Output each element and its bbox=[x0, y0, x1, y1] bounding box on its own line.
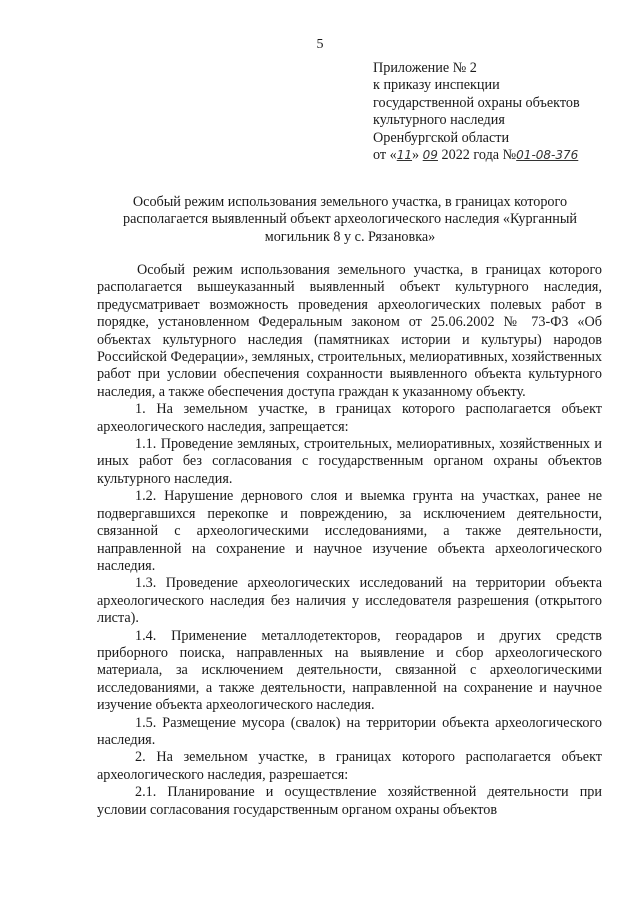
appendix-line-1: Приложение № 2 bbox=[373, 60, 477, 76]
paragraph-1-1: 1.1. Проведение земляных, строительных, мелиоративных, хозяйственных и иных работ без согласования с государственным органом охраны объектов культурного наследия. bbox=[97, 436, 602, 487]
paragraph-1-2: 1.2. Нарушение дернового слоя и выемка грунта на участках, ранее не подвергавшихся перекопке и повреждению, за исключением деятельности, связанной с археологическими исследованиями, а также деятельности, направленной на сохранение и научное изучение объекта археологического наследия. bbox=[97, 488, 602, 574]
appendix-line-2: к приказу инспекции bbox=[373, 77, 500, 94]
paragraph-1-5: 1.5. Размещение мусора (свалок) на территории объекта археологического наследия. bbox=[97, 714, 602, 748]
intro-paragraph: Особый режим использования земельного участка, в границах которого располагается вышеуказанный выявленный объект культурного наследия, предусматривает возможность проведения археологических полевых работ в порядке, установленном Федеральным законом от 25.06.2002 № 73-ФЗ «Об объектах культурного наследия (памятниках истории и культуры) народов Российской Федерации», земляных, строительных, мелиоративных, хозяйственных работ при условии обеспечения сохранности выявленного объекта культурного наследия, а также обеспечения доступа граждан к указанному объекту. bbox=[97, 262, 602, 400]
date-prefix: от « bbox=[373, 147, 397, 164]
paragraph-1-3: 1.3. Проведение археологических исследований на территории объекта археологического наследия без наличия у исследователя разрешения (открытого листа). bbox=[97, 575, 602, 627]
appendix-line-4: культурного наследия bbox=[373, 112, 505, 129]
appendix-header bbox=[373, 60, 635, 164]
order-number: 01-08-376 bbox=[516, 148, 579, 163]
date-mid: » bbox=[412, 147, 420, 164]
paragraph-1: 1. На земельном участке, в границах которого располагается объект археологического наследия, запрещается: bbox=[97, 401, 602, 435]
appendix-date-line bbox=[373, 147, 635, 164]
document-title: Особый режим использования земельного участка, в границах которого располагается выявленный объект археологического наследия «Курганный могильник 8 у с. Рязановка» bbox=[122, 194, 577, 245]
appendix-line-5: Оренбургской области bbox=[373, 129, 510, 146]
date-month: 09 bbox=[422, 148, 438, 163]
page-number: 5 bbox=[316, 37, 324, 52]
date-year: 2022 года № bbox=[441, 147, 517, 164]
paragraph-2-1: 2.1. Планирование и осуществление хозяйственной деятельности при условии согласования государственным органом охраны объектов bbox=[97, 784, 602, 818]
date-day: 11 bbox=[396, 148, 413, 163]
paragraph-2: 2. На земельном участке, в границах которого располагается объект археологического наследия, разрешается: bbox=[97, 749, 602, 783]
appendix-line-3: государственной охраны объектов bbox=[373, 94, 580, 111]
document-body bbox=[97, 262, 602, 819]
paragraph-1-4: 1.4. Применение металлодетекторов, георадаров и других средств приборного поиска, направленных на выявление и сбор археологического материала, за исключением деятельности, связанной с археологическими исследованиями, а также деятельности, направленной на сохранение и научное изучение объекта археологического наследия. bbox=[97, 627, 602, 714]
